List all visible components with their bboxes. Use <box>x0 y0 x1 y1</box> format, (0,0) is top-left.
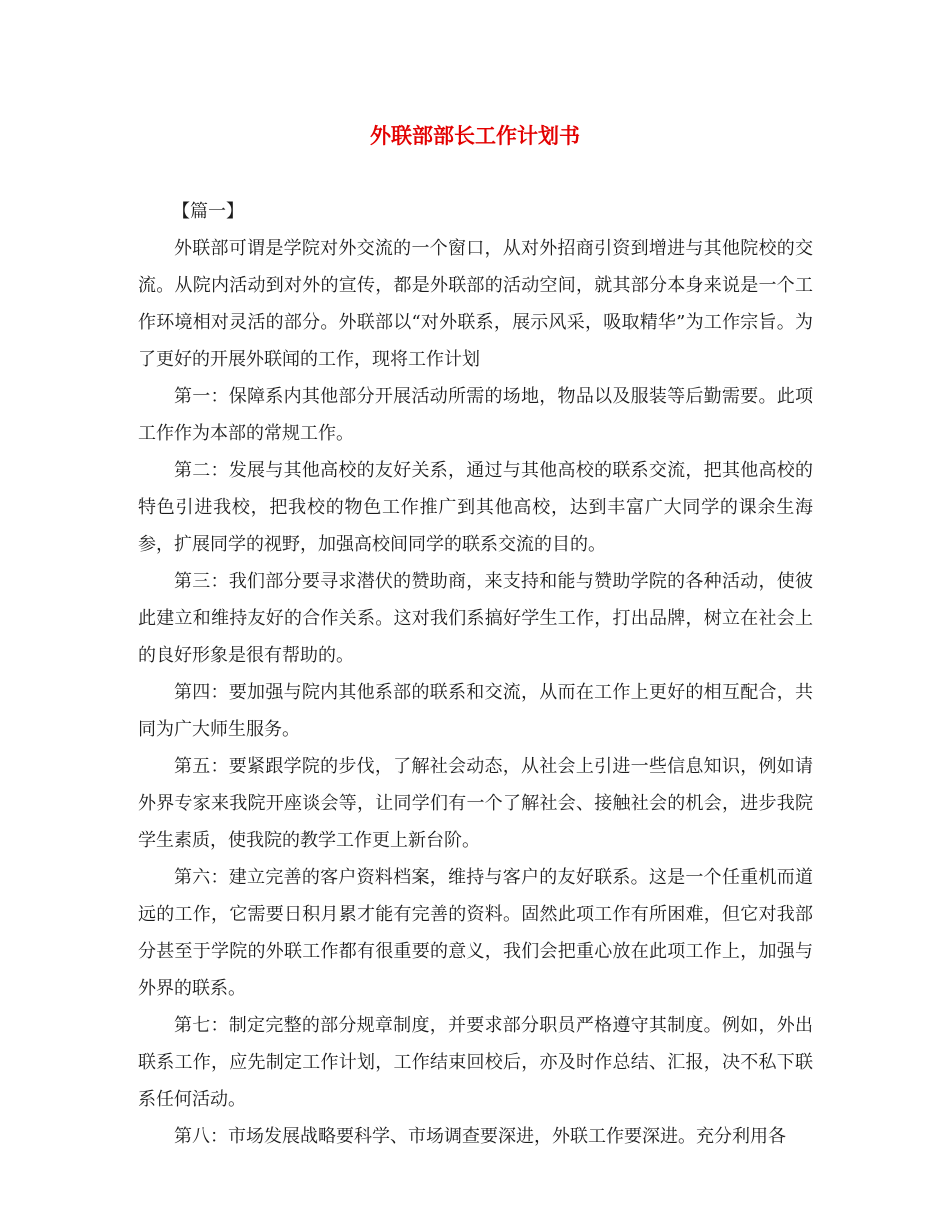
paragraph-item-3: 第三：我们部分要寻求潜伏的赞助商，来支持和能与赞助学院的各种活动，使彼此建立和维持友好的合作关系。这对我们系搞好学生工作，打出品牌，树立在社会上的良好形象是很有帮助的。 <box>138 571 813 666</box>
paragraph-item-5: 第五：要紧跟学院的步伐，了解社会动态，从社会上引进一些信息知识，例如请外界专家来我院开座谈会等，让同学们有一个了解社会、接触社会的机会，进步我院学生素质，使我院的教学工作更上新台阶。 <box>138 756 813 851</box>
paragraph-intro: 外联部可谓是学院对外交流的一个窗口，从对外招商引资到增进与其他院校的交流。从院内活动到对外的宣传，都是外联部的活动空间，就其部分本身来说是一个工作环境相对灵活的部分。外联部以“对外联系，展示风采，吸取精华”为工作宗旨。为了更好的开展外联闻的工作，现将工作计划 <box>138 238 813 370</box>
paragraph-item-8: 第八：市场发展战略要科学、市场调查要深进，外联工作要深进。充分利用各 <box>174 1126 786 1147</box>
paragraph-item-4: 第四：要加强与院内其他系部的联系和交流，从而在工作上更好的相互配合，共同为广大师生服务。 <box>138 682 813 740</box>
document-body <box>138 193 813 1155</box>
paragraph-item-2: 第二：发展与其他高校的友好关系，通过与其他高校的联系交流，把其他高校的特色引进我校，把我校的物色工作推广到其他高校，达到丰富广大同学的课余生海参，扩展同学的视野，加强高校间同学的联系交流的目的。 <box>138 460 813 555</box>
section-label: 【篇一】 <box>172 201 244 222</box>
paragraph-item-1: 第一：保障系内其他部分开展活动所需的场地，物品以及服装等后勤需要。此项工作作为本部的常规工作。 <box>138 386 813 444</box>
paragraph-item-7: 第七：制定完整的部分规章制度，并要求部分职员严格遵守其制度。例如，外出联系工作，应先制定工作计划，工作结束回校后，亦及时作总结、汇报，决不私下联系任何活动。 <box>138 1015 813 1110</box>
document-title: 外联部部长工作计划书 <box>370 124 580 148</box>
paragraph-item-6: 第六：建立完善的客户资料档案，维持与客户的友好联系。这是一个任重机而道远的工作，它需要日积月累才能有完善的资料。固然此项工作有所困难，但它对我部分甚至于学院的外联工作都有很重要的意义，我们会把重心放在此项工作上，加强与外界的联系。 <box>138 867 813 999</box>
